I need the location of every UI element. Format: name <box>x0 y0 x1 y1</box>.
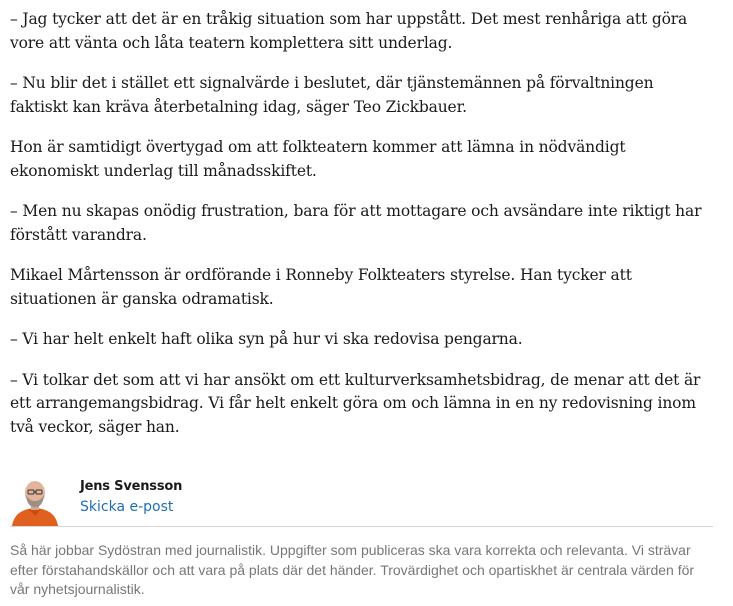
paragraph: – Vi tolkar det som att vi har ansökt om ett kulturverksamhetsbidrag, de menar att det är ett arrangemangsbidrag. Vi får helt enkelt göra om och lämna in en ny redovisning inom två veckor, säger han. <box>10 370 701 436</box>
avatar <box>10 476 60 526</box>
author-byline <box>10 476 713 527</box>
article-body <box>10 8 715 456</box>
paragraph: Hon är samtidigt övertygad om att folkteatern kommer att lämna in nödvändigt ekonomiskt underlag till månadsskiftet. <box>10 138 626 180</box>
paragraph: – Men nu skapas onödig frustration, bara för att mottagare och avsändare inte riktigt har förstått varandra. <box>10 202 702 244</box>
paragraph: Mikael Mårtensson är ordförande i Ronneby Folkteaters styrelse. Han tycker att situationen är ganska odramatisk. <box>10 266 632 308</box>
author-photo-icon <box>10 476 60 526</box>
author-name: Jens Svensson <box>80 479 183 494</box>
email-author-link[interactable]: Skicka e-post <box>80 499 174 515</box>
paragraph: – Nu blir det i stället ett signalvärde i beslutet, där tjänstemännen på förvaltningen faktiskt kan kräva återbetalning idag, säger Teo Zickbauer. <box>10 74 654 116</box>
journalism-disclaimer: Så här jobbar Sydöstran med journalistik. Uppgifter som publiceras ska vara korrekta och relevanta. Vi strävar efter förstahandskällor och att vara på plats där det händer. Trovärdighet och opartiskhet är centrala värden för vår nyhetsjournalistik. <box>10 542 695 597</box>
paragraph: – Vi har helt enkelt haft olika syn på hur vi ska redovisa pengarna. <box>10 330 523 348</box>
paragraph: – Jag tycker att det är en tråkig situation som har uppstått. Det mest renhåriga att göra vore att vänta och låta teatern komplettera sitt underlag. <box>10 10 688 52</box>
